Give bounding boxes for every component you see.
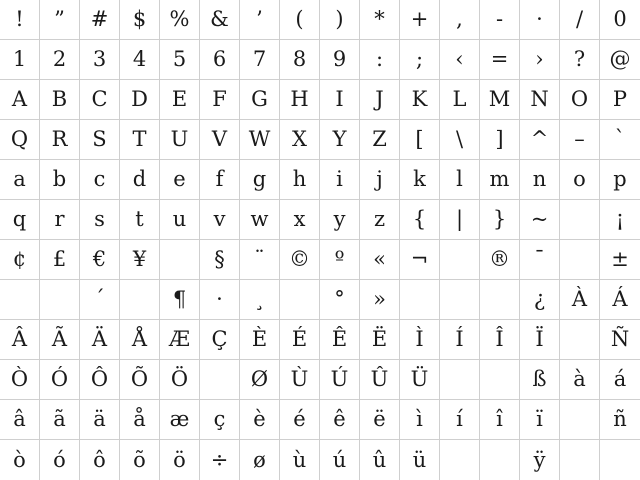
glyph-cell: § xyxy=(200,240,240,280)
glyph-cell-empty xyxy=(560,320,600,360)
glyph-cell: L xyxy=(440,80,480,120)
glyph-cell: d xyxy=(120,160,160,200)
glyph-cell: I xyxy=(320,80,360,120)
glyph-cell: ÿ xyxy=(520,440,560,480)
glyph-cell: é xyxy=(280,400,320,440)
glyph-cell: g xyxy=(240,160,280,200)
glyph-cell: Ç xyxy=(200,320,240,360)
glyph-cell-empty xyxy=(560,200,600,240)
glyph-cell: î xyxy=(480,400,520,440)
glyph-cell: b xyxy=(40,160,80,200)
glyph-cell: ) xyxy=(320,0,360,40)
glyph-cell: Ó xyxy=(40,360,80,400)
glyph-cell: $ xyxy=(120,0,160,40)
glyph-cell: T xyxy=(120,120,160,160)
glyph-cell: 4 xyxy=(120,40,160,80)
glyph-cell: m xyxy=(480,160,520,200)
glyph-cell: A xyxy=(0,80,40,120)
glyph-cell: ¥ xyxy=(120,240,160,280)
glyph-cell: \ xyxy=(440,120,480,160)
glyph-cell: ï xyxy=(520,400,560,440)
glyph-cell: f xyxy=(200,160,240,200)
glyph-cell: 6 xyxy=(200,40,240,80)
glyph-cell: s xyxy=(80,200,120,240)
glyph-cell: H xyxy=(280,80,320,120)
glyph-cell-empty xyxy=(40,280,80,320)
glyph-cell-empty xyxy=(120,280,160,320)
glyph-cell: ¢ xyxy=(0,240,40,280)
glyph-cell: ¬ xyxy=(400,240,440,280)
glyph-cell: ¨ xyxy=(240,240,280,280)
glyph-cell: * xyxy=(360,0,400,40)
glyph-cell: è xyxy=(240,400,280,440)
glyph-cell: ë xyxy=(360,400,400,440)
glyph-cell-empty xyxy=(0,280,40,320)
glyph-cell: ] xyxy=(480,120,520,160)
glyph-cell: ‹ xyxy=(440,40,480,80)
glyph-cell: ê xyxy=(320,400,360,440)
glyph-cell: B xyxy=(40,80,80,120)
glyph-cell-empty xyxy=(200,360,240,400)
glyph-cell: À xyxy=(560,280,600,320)
glyph-cell: ( xyxy=(280,0,320,40)
glyph-cell: a xyxy=(0,160,40,200)
glyph-cell: » xyxy=(360,280,400,320)
glyph-cell: Â xyxy=(0,320,40,360)
glyph-cell: M xyxy=(480,80,520,120)
glyph-cell: 8 xyxy=(280,40,320,80)
glyph-cell: Ú xyxy=(320,360,360,400)
glyph-cell: ” xyxy=(40,0,80,40)
glyph-cell: £ xyxy=(40,240,80,280)
glyph-cell-empty xyxy=(480,360,520,400)
glyph-cell: i xyxy=(320,160,360,200)
glyph-cell: æ xyxy=(160,400,200,440)
glyph-cell: Õ xyxy=(120,360,160,400)
glyph-cell: = xyxy=(480,40,520,80)
glyph-cell: 5 xyxy=(160,40,200,80)
glyph-cell: : xyxy=(360,40,400,80)
glyph-cell: % xyxy=(160,0,200,40)
glyph-cell: ® xyxy=(480,240,520,280)
glyph-cell: Q xyxy=(0,120,40,160)
glyph-cell: © xyxy=(280,240,320,280)
glyph-cell: [ xyxy=(400,120,440,160)
glyph-cell-empty xyxy=(400,280,440,320)
glyph-cell: ç xyxy=(200,400,240,440)
glyph-cell-empty xyxy=(560,240,600,280)
glyph-cell: Ù xyxy=(280,360,320,400)
glyph-cell: Ã xyxy=(40,320,80,360)
glyph-cell: ± xyxy=(600,240,640,280)
glyph-cell: V xyxy=(200,120,240,160)
glyph-cell: q xyxy=(0,200,40,240)
glyph-cell: › xyxy=(520,40,560,80)
glyph-cell: ; xyxy=(400,40,440,80)
glyph-cell: r xyxy=(40,200,80,240)
glyph-cell-empty xyxy=(560,440,600,480)
glyph-cell: 0 xyxy=(600,0,640,40)
glyph-cell: / xyxy=(560,0,600,40)
glyph-cell: · xyxy=(520,0,560,40)
glyph-cell: - xyxy=(480,0,520,40)
glyph-cell-empty xyxy=(440,360,480,400)
glyph-cell: ñ xyxy=(600,400,640,440)
glyph-cell: Ë xyxy=(360,320,400,360)
glyph-cell: É xyxy=(280,320,320,360)
glyph-cell: + xyxy=(400,0,440,40)
glyph-cell: Y xyxy=(320,120,360,160)
glyph-cell: Ö xyxy=(160,360,200,400)
glyph-cell: ? xyxy=(560,40,600,80)
glyph-cell: j xyxy=(360,160,400,200)
glyph-cell: 1 xyxy=(0,40,40,80)
glyph-cell: º xyxy=(320,240,360,280)
glyph-cell: Í xyxy=(440,320,480,360)
glyph-cell: õ xyxy=(120,440,160,480)
glyph-cell: O xyxy=(560,80,600,120)
glyph-cell: l xyxy=(440,160,480,200)
glyph-cell-empty xyxy=(480,440,520,480)
glyph-cell: x xyxy=(280,200,320,240)
glyph-cell: ã xyxy=(40,400,80,440)
glyph-cell: Ø xyxy=(240,360,280,400)
glyph-cell: h xyxy=(280,160,320,200)
glyph-cell: 7 xyxy=(240,40,280,80)
glyph-cell: í xyxy=(440,400,480,440)
glyph-cell: # xyxy=(80,0,120,40)
glyph-cell: È xyxy=(240,320,280,360)
glyph-cell: o xyxy=(560,160,600,200)
glyph-cell: Ò xyxy=(0,360,40,400)
glyph-cell: Ä xyxy=(80,320,120,360)
glyph-cell-empty xyxy=(600,440,640,480)
glyph-cell: ò xyxy=(0,440,40,480)
glyph-cell: u xyxy=(160,200,200,240)
glyph-cell: Æ xyxy=(160,320,200,360)
glyph-cell: & xyxy=(200,0,240,40)
glyph-cell: F xyxy=(200,80,240,120)
glyph-cell: ` xyxy=(600,120,640,160)
glyph-cell: Ü xyxy=(400,360,440,400)
glyph-cell: k xyxy=(400,160,440,200)
glyph-cell: ß xyxy=(520,360,560,400)
glyph-cell: J xyxy=(360,80,400,120)
glyph-cell: 2 xyxy=(40,40,80,80)
glyph-cell: R xyxy=(40,120,80,160)
glyph-cell: ¯ xyxy=(520,240,560,280)
glyph-cell: ¿ xyxy=(520,280,560,320)
glyph-cell: å xyxy=(120,400,160,440)
glyph-cell: t xyxy=(120,200,160,240)
glyph-cell: D xyxy=(120,80,160,120)
glyph-cell: á xyxy=(600,360,640,400)
glyph-cell: ~ xyxy=(520,200,560,240)
glyph-cell: X xyxy=(280,120,320,160)
glyph-cell: ì xyxy=(400,400,440,440)
glyph-cell: @ xyxy=(600,40,640,80)
glyph-cell: } xyxy=(480,200,520,240)
glyph-cell: | xyxy=(440,200,480,240)
glyph-cell: ø xyxy=(240,440,280,480)
glyph-cell: Ñ xyxy=(600,320,640,360)
glyph-cell: Z xyxy=(360,120,400,160)
glyph-cell: y xyxy=(320,200,360,240)
glyph-cell: ù xyxy=(280,440,320,480)
glyph-cell: « xyxy=(360,240,400,280)
glyph-cell: ä xyxy=(80,400,120,440)
glyph-cell: e xyxy=(160,160,200,200)
glyph-cell: U xyxy=(160,120,200,160)
glyph-cell: ô xyxy=(80,440,120,480)
glyph-cell: ° xyxy=(320,280,360,320)
glyph-cell: Á xyxy=(600,280,640,320)
glyph-cell: ^ xyxy=(520,120,560,160)
glyph-cell: ¡ xyxy=(600,200,640,240)
glyph-cell: ¶ xyxy=(160,280,200,320)
glyph-cell: c xyxy=(80,160,120,200)
glyph-cell: w xyxy=(240,200,280,240)
glyph-cell-empty xyxy=(440,440,480,480)
glyph-cell: N xyxy=(520,80,560,120)
glyph-cell: { xyxy=(400,200,440,240)
glyph-cell: p xyxy=(600,160,640,200)
glyph-cell: 9 xyxy=(320,40,360,80)
glyph-cell: P xyxy=(600,80,640,120)
glyph-cell-empty xyxy=(440,240,480,280)
glyph-cell: , xyxy=(440,0,480,40)
glyph-cell: S xyxy=(80,120,120,160)
glyph-cell: û xyxy=(360,440,400,480)
glyph-cell-empty xyxy=(480,280,520,320)
glyph-cell: Ê xyxy=(320,320,360,360)
glyph-cell: ’ xyxy=(240,0,280,40)
glyph-cell: ö xyxy=(160,440,200,480)
glyph-cell: ! xyxy=(0,0,40,40)
glyph-cell: v xyxy=(200,200,240,240)
glyph-cell: W xyxy=(240,120,280,160)
glyph-cell: Ï xyxy=(520,320,560,360)
glyph-cell: à xyxy=(560,360,600,400)
glyph-cell: z xyxy=(360,200,400,240)
glyph-cell: K xyxy=(400,80,440,120)
glyph-cell: · xyxy=(200,280,240,320)
glyph-cell: ú xyxy=(320,440,360,480)
glyph-cell: ó xyxy=(40,440,80,480)
glyph-cell: Û xyxy=(360,360,400,400)
glyph-cell: Å xyxy=(120,320,160,360)
glyph-cell: ü xyxy=(400,440,440,480)
glyph-cell: E xyxy=(160,80,200,120)
glyph-cell: ´ xyxy=(80,280,120,320)
glyph-cell: ÷ xyxy=(200,440,240,480)
glyph-cell: 3 xyxy=(80,40,120,80)
glyph-cell: Î xyxy=(480,320,520,360)
glyph-cell-empty xyxy=(160,240,200,280)
glyph-cell-empty xyxy=(560,400,600,440)
glyph-cell: € xyxy=(80,240,120,280)
glyph-cell: G xyxy=(240,80,280,120)
glyph-cell: Ì xyxy=(400,320,440,360)
glyph-cell: C xyxy=(80,80,120,120)
glyph-cell: Ô xyxy=(80,360,120,400)
glyph-cell: – xyxy=(560,120,600,160)
glyph-cell: â xyxy=(0,400,40,440)
glyph-cell: n xyxy=(520,160,560,200)
glyph-cell-empty xyxy=(280,280,320,320)
glyph-cell-empty xyxy=(440,280,480,320)
glyph-cell: ¸ xyxy=(240,280,280,320)
